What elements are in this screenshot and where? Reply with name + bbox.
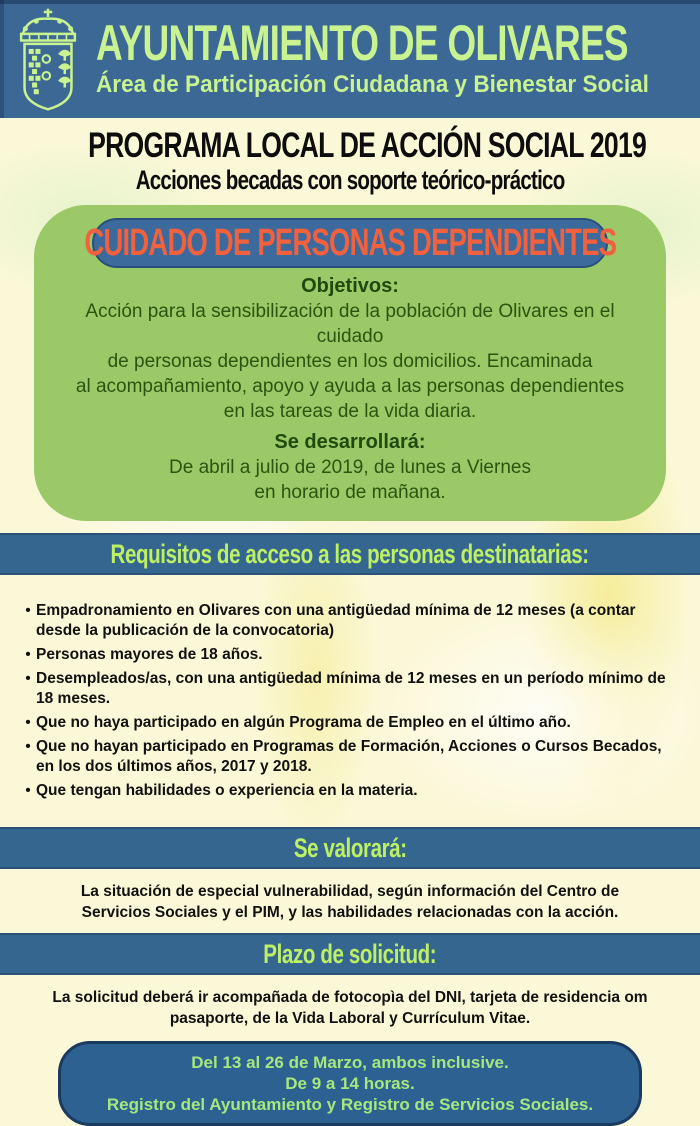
bullet-icon: • — [25, 602, 31, 619]
bullet-icon: • — [25, 738, 31, 755]
course-name: CUIDADO DE PERSONAS DEPENDIENTES — [84, 221, 616, 264]
list-item — [20, 713, 672, 733]
objectives-line: Acción para la sensibilización de la población de Olivares en el cuidado — [85, 301, 615, 347]
deadline-box — [58, 1041, 642, 1126]
deadline-hours: De 9 a 14 horas. — [285, 1074, 415, 1093]
list-item — [20, 737, 672, 777]
requirement-text: Que tengan habilidades o experiencia en la materia. — [36, 782, 418, 799]
valoration-banner-label: Se valorará: — [293, 832, 407, 863]
header-text — [96, 15, 700, 99]
valoration-banner — [0, 827, 700, 869]
requirement-text: Que no hayan participado en Programas de Formación, Acciones o Cursos Becados, en los dos últimos años, 2017 y 2018. — [36, 738, 662, 775]
schedule-line: en horario de mañana. — [254, 482, 446, 503]
application-banner — [0, 933, 700, 975]
schedule-line: De abril a julio de 2019, de lunes a Viernes — [169, 457, 531, 478]
coat-of-arms-icon — [0, 7, 96, 111]
course-info-box — [34, 205, 666, 521]
requirements-banner — [0, 533, 700, 575]
page-subtitle: Área de Participación Ciudadana y Bienestar Social — [96, 71, 649, 98]
header — [0, 0, 700, 118]
list-item — [20, 601, 672, 641]
valoration-text: La situación de especial vulnerabilidad, según información del Centro de Servicios Sociales y el PIM, y las habilidades relacionadas con la acción. — [80, 883, 620, 921]
bullet-icon: • — [25, 714, 31, 731]
application-text: La solicitud deberá ir acompañada de fotocopìa del DNI, tarjeta de residencia om pasaporte, de la Vida Laboral y Currículum Vitae. — [52, 989, 648, 1027]
course-name-pill — [84, 218, 616, 268]
objectives-heading: Objetivos: — [301, 275, 399, 297]
deadline-dates: Del 13 al 26 de Marzo, ambos inclusive. — [191, 1053, 509, 1072]
requirement-text: Desempleados/as, con una antigüedad mínima de 12 meses en un período mínimo de 18 meses. — [36, 670, 666, 707]
requirement-text: Personas mayores de 18 años. — [36, 646, 263, 663]
objectives-line: de personas dependientes en los domicilios. Encaminada — [107, 351, 593, 372]
program-heading — [0, 118, 700, 195]
list-item — [20, 781, 672, 801]
bullet-icon: • — [25, 670, 31, 687]
schedule-heading: Se desarrollará: — [274, 431, 426, 453]
objectives-line: en las tareas de la vida diaria. — [223, 401, 477, 422]
program-subtitle: Acciones becadas con soporte teórico-práctico — [135, 165, 565, 195]
requirements-list — [0, 575, 700, 813]
list-item — [20, 645, 672, 665]
list-item — [20, 669, 672, 709]
deadline-registry: Registro del Ayuntamiento y Registro de Servicios Sociales. — [106, 1095, 594, 1114]
application-banner-label: Plazo de solicitud: — [263, 938, 437, 969]
objectives-line: al acompañamiento, apoyo y ayuda a las personas dependientes — [75, 376, 625, 397]
page-title: AYUNTAMIENTO DE OLIVARES — [96, 15, 628, 71]
requirement-text: Que no haya participado en algún Programa de Empleo en el último año. — [36, 714, 571, 731]
requirement-text: Empadronamiento en Olivares con una antigüedad mínima de 12 meses (a contar desde la publicación de la convocatoria) — [36, 602, 636, 639]
requirements-banner-label: Requisitos de acceso a las personas destinatarias: — [110, 538, 590, 569]
bullet-icon: • — [25, 646, 31, 663]
bullet-icon: • — [25, 782, 31, 799]
program-title: PROGRAMA LOCAL DE ACCIÓN SOCIAL 2019 — [88, 126, 647, 165]
